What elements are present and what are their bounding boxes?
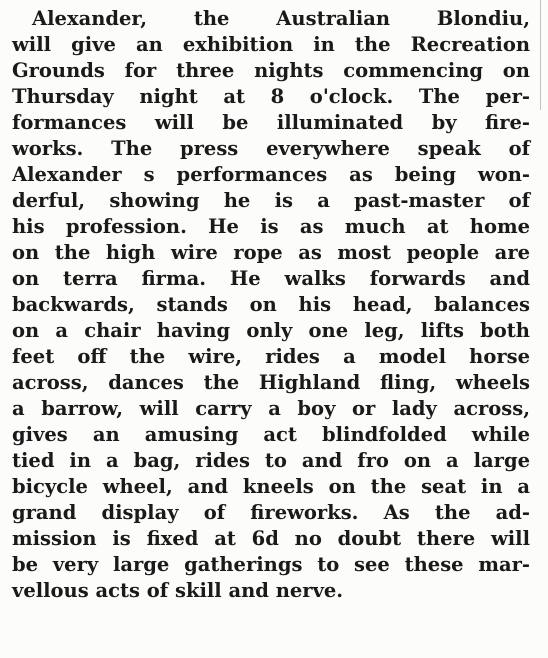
- article-line: be very large gatherings to see these mar-: [12, 553, 530, 576]
- article-line: gives an amusing act blindfolded while: [12, 423, 530, 446]
- article-line: backwards, stands on his head, balances: [12, 293, 530, 316]
- column-rule: [540, 0, 541, 110]
- article-line: on the high wire rope as most people are: [12, 241, 530, 264]
- article-line: grand display of fireworks. As the ad-: [12, 501, 530, 524]
- article-line: Alexander s performances as being won-: [12, 163, 530, 186]
- article-line: on a chair having only one leg, lifts both: [12, 319, 530, 342]
- article-line: Alexander, the Australian Blondiu,: [32, 7, 530, 30]
- article-line: will give an exhibition in the Recreation: [12, 33, 530, 56]
- article-line: bicycle wheel, and kneels on the seat in a: [12, 475, 530, 498]
- article-line: formances will be illuminated by fire-: [12, 111, 530, 134]
- article-line: mission is fixed at 6d no doubt there will: [12, 527, 530, 550]
- article-line: Thursday night at 8 o'clock. The per-: [12, 85, 530, 108]
- article-line: feet off the wire, rides a model horse: [12, 345, 530, 368]
- article-line: across, dances the Highland fling, wheels: [12, 371, 530, 394]
- article-line: Grounds for three nights commencing on: [12, 59, 530, 82]
- article-line: vellous acts of skill and nerve.: [12, 579, 344, 602]
- article-line: tied in a bag, rides to and fro on a large: [12, 449, 530, 472]
- article-line: a barrow, will carry a boy or lady across,: [12, 397, 530, 420]
- article-line: his profession. He is as much at home: [12, 215, 530, 238]
- article-line: derful, showing he is a past-master of: [12, 189, 530, 212]
- article-line: on terra firma. He walks forwards and: [12, 267, 530, 290]
- article-line: works. The press everywhere speak of: [12, 137, 530, 160]
